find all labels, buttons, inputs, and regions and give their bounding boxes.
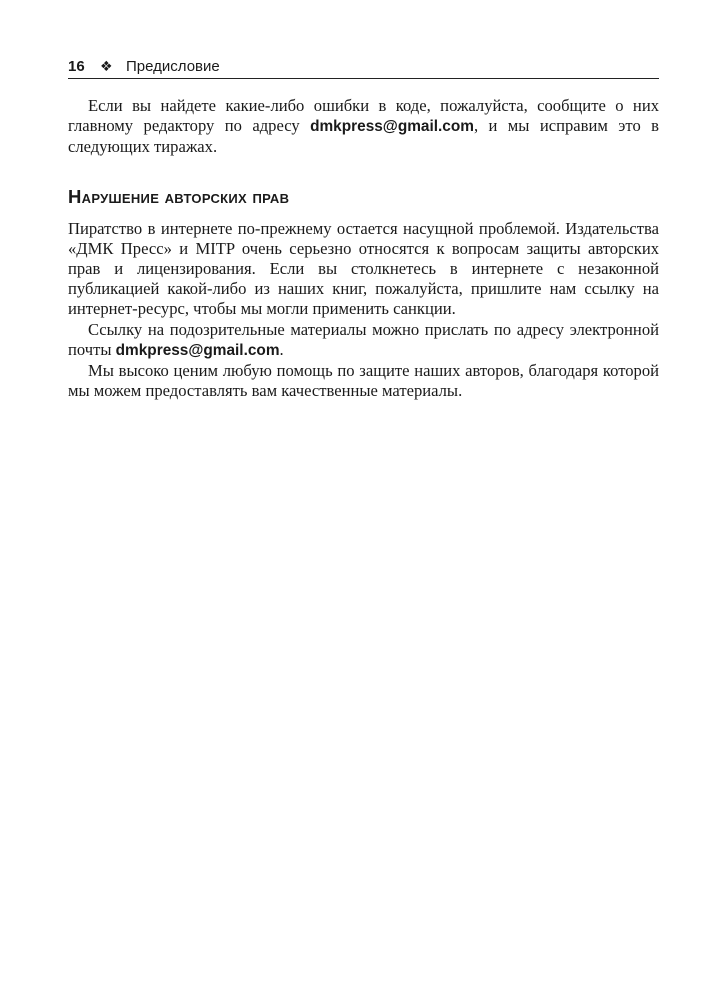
report-email: dmkpress@gmail.com	[115, 341, 280, 359]
page-header	[68, 56, 659, 79]
diamond-ornament-icon: ❖	[100, 58, 113, 74]
piracy-paragraph: Пиратство в интернете по-прежнему остается насущной проблемой. Издательства «ДМК Пресс» и MITP очень серьезно относятся к вопросам защиты авторских прав и лицензирования. Если вы столкнетесь в интернете с незаконной публикацией какой-либо из наших книг, пожалуйста, пришлите нам ссылку на интернет-ресурс, чтобы мы могли применить санкции.	[68, 218, 659, 319]
running-title: Предисловие	[126, 58, 220, 75]
report-text-after: .	[279, 339, 284, 359]
report-paragraph	[68, 320, 659, 361]
errata-text-before: Если вы найдете какие-либо ошибки в коде, пожалуйста, сообщите о них главному редактору по адресу	[68, 96, 659, 136]
thanks-paragraph: Мы высоко ценим любую помощь по защите наших авторов, благодаря которой мы можем предоставлять вам качественные материалы.	[68, 361, 659, 401]
errata-paragraph	[68, 96, 659, 158]
report-text-before: Ссылку на подозрительные материалы можно прислать по адресу электронной почты	[68, 319, 659, 359]
errata-email: dmkpress@gmail.com	[310, 118, 474, 136]
section-heading: Нарушение авторских прав	[68, 185, 290, 207]
errata-text-after: , и мы исправим это в следующих тиражах.	[68, 116, 660, 157]
page-body	[68, 96, 659, 401]
page-number: 16	[68, 58, 85, 75]
